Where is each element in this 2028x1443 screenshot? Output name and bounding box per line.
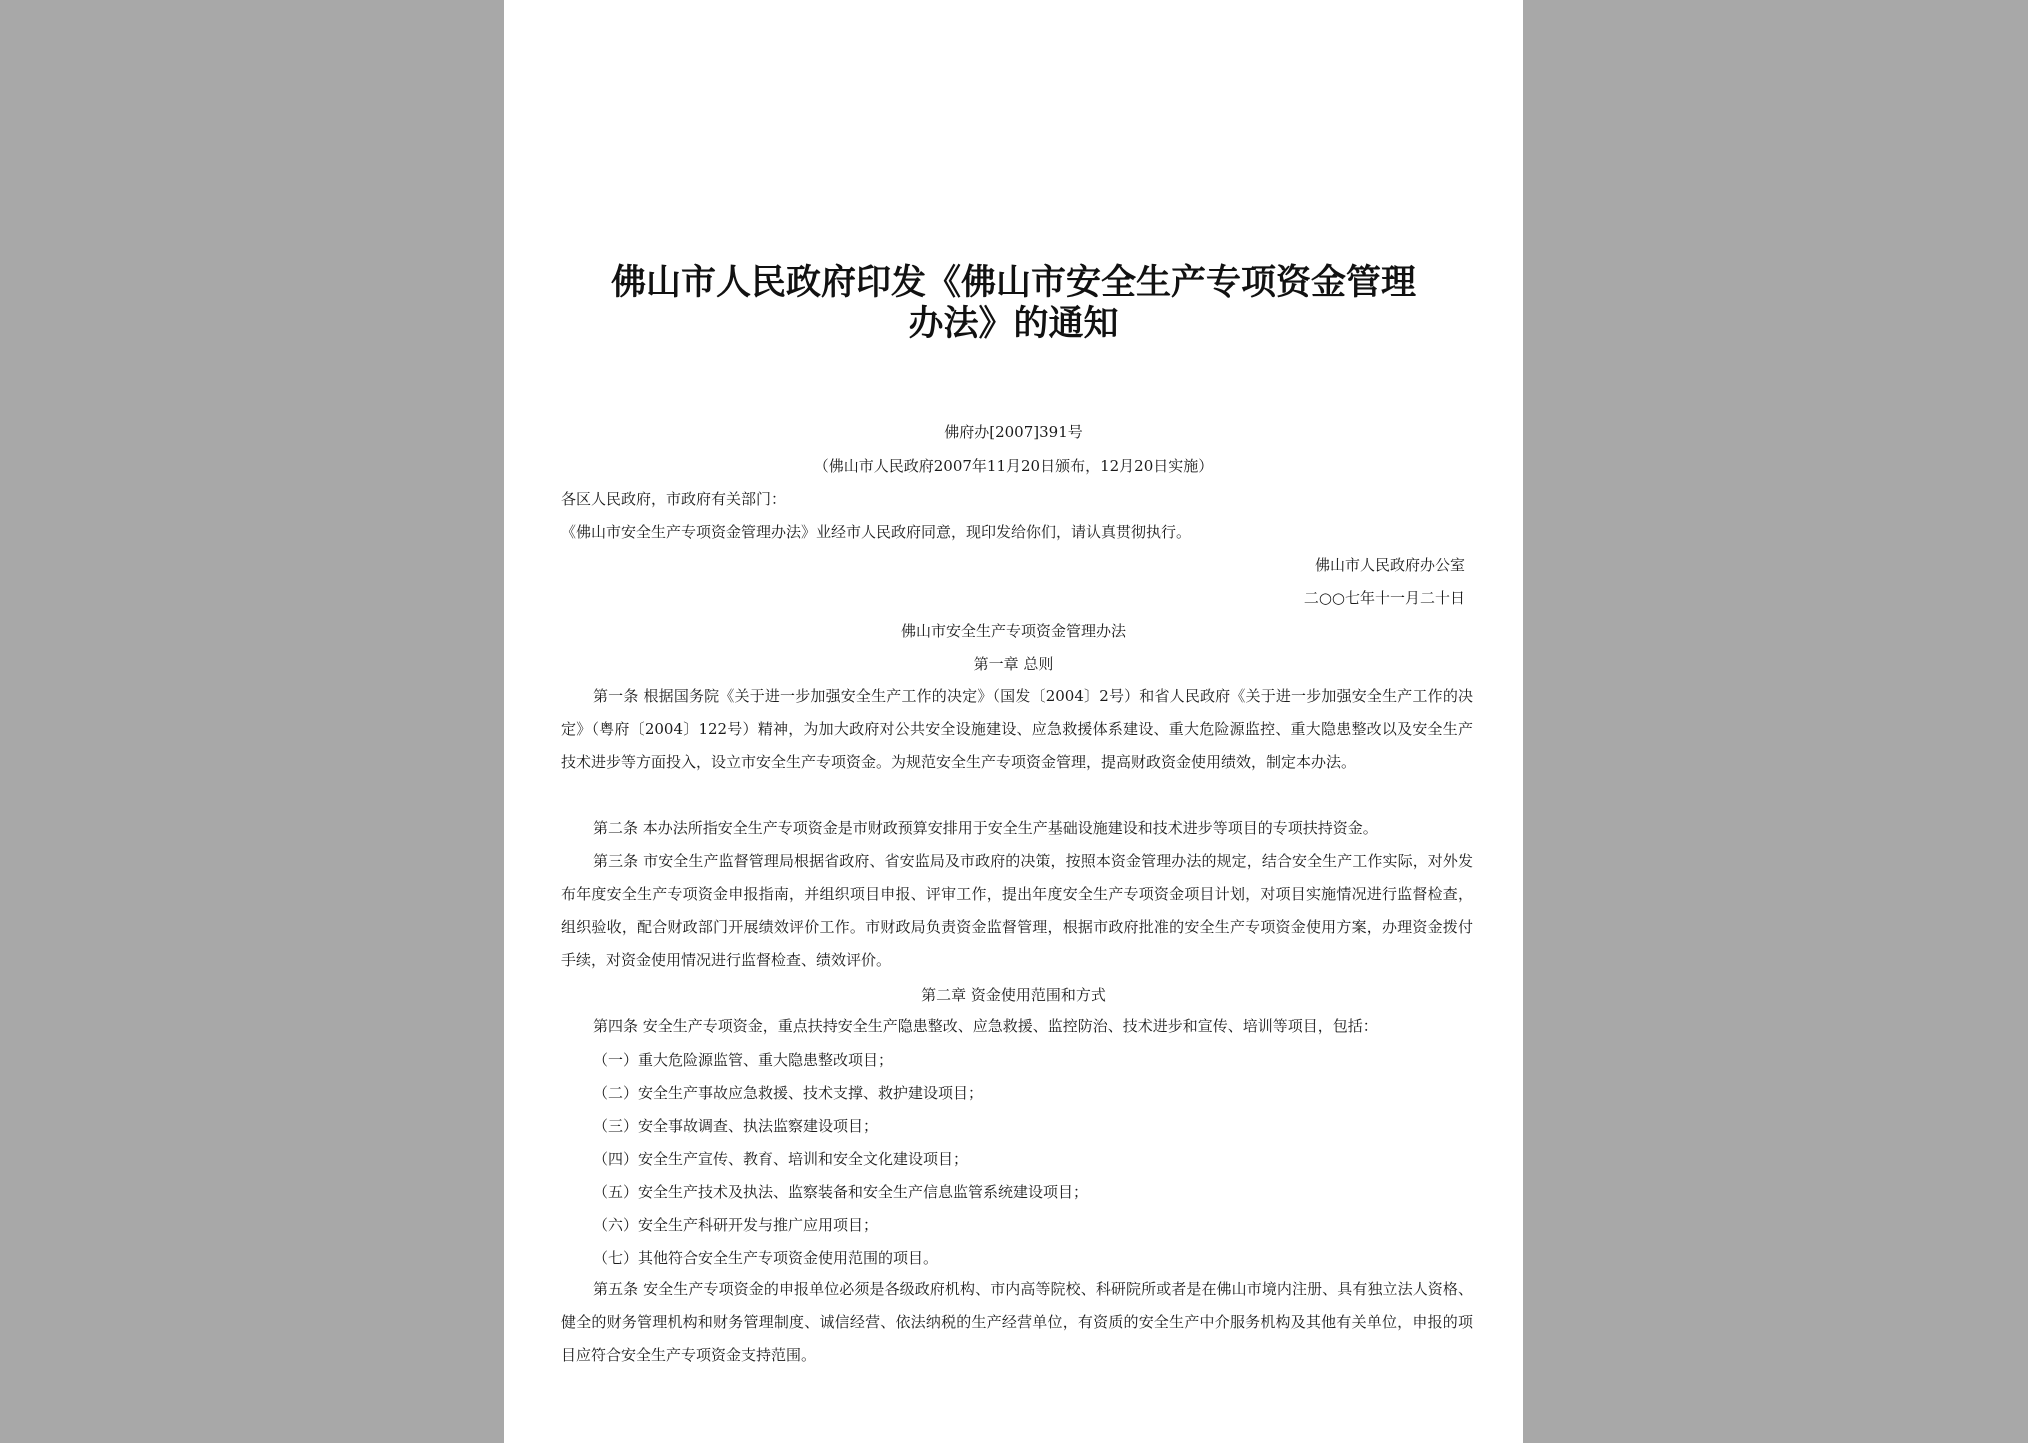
article-3: 第三条 市安全生产监督管理局根据省政府、省安监局及市政府的决策，按照本资金管理办法的规定，结合安全生产工作实际，对外发布年度安全生产专项资金申报指南，并组织项目申报、评审工作，提出年度安全生产专项资金项目计划，对项目实施情况进行监督检查，组织验收，配合财政部门开展绩效评价工作。市财政局负责资金监督管理，根据市政府批准的安全生产专项资金使用方案，办理资金拨付手续，对资金使用情况进行监督检查、绩效评价。: [561, 852, 1473, 969]
title-line-1: 佛山市人民政府印发《佛山市安全生产专项资金管理: [610, 262, 1416, 303]
doc-number: 佛府办[2007]391号: [944, 423, 1083, 441]
list-item: （二）安全生产事故应急救援、技术支撑、救护建设项目；: [593, 1084, 984, 1102]
salutation: 各区人民政府，市政府有关部门：: [561, 490, 787, 508]
intro-paragraph: 《佛山市安全生产专项资金管理办法》业经市人民政府同意，现印发给你们，请认真贯彻执行。: [561, 523, 1192, 541]
list-item: （六）安全生产科研开发与推广应用项目；: [593, 1216, 879, 1234]
title-line-2: 办法》的通知: [908, 303, 1119, 344]
list-item: （一）重大危险源监管、重大隐患整改项目；: [593, 1051, 894, 1069]
list-item: （四）安全生产宣传、教育、培训和安全文化建设项目；: [593, 1150, 969, 1168]
chapter-2-title: 第二章 资金使用范围和方式: [921, 986, 1106, 1004]
issue-date: 二○○七年十一月二十日: [1303, 589, 1465, 607]
measures-title: 佛山市安全生产专项资金管理办法: [900, 622, 1126, 640]
document-title: [504, 262, 1523, 344]
document-page: [504, 0, 1523, 1443]
article-2: 第二条 本办法所指安全生产专项资金是市财政预算安排用于安全生产基础设施建设和技术进步等项目的专项扶持资金。: [593, 819, 1378, 837]
issue-note: （佛山市人民政府2007年11月20日颁布，12月20日实施）: [813, 457, 1214, 475]
list-item: （三）安全事故调查、执法监察建设项目；: [593, 1117, 879, 1135]
list-item: （七）其他符合安全生产专项资金使用范围的项目。: [593, 1249, 939, 1267]
list-item: （五）安全生产技术及执法、监察装备和安全生产信息监管系统建设项目；: [593, 1183, 1089, 1201]
chapter-1-title: 第一章 总则: [973, 655, 1054, 673]
issuer: 佛山市人民政府办公室: [1314, 556, 1465, 574]
article-5: 第五条 安全生产专项资金的申报单位必须是各级政府机构、市内高等院校、科研院所或者是在佛山市境内注册、具有独立法人资格、健全的财务管理机构和财务管理制度、诚信经营、依法纳税的生产经营单位，有资质的安全生产中介服务机构及其他有关单位，申报的项目应符合安全生产专项资金支持范围。: [561, 1280, 1473, 1364]
article-4: 第四条 安全生产专项资金，重点扶持安全生产隐患整改、应急救援、监控防治、技术进步和宣传、培训等项目，包括：: [593, 1017, 1378, 1035]
article-1: 第一条 根据国务院《关于进一步加强安全生产工作的决定》（国发〔2004〕2号）和省人民政府《关于进一步加强安全生产工作的决定》（粤府〔2004〕122号）精神，为加大政府对公共安全设施建设、应急救援体系建设、重大危险源监控、重大隐患整改以及安全生产技术进步等方面投入，设立市安全生产专项资金。为规范安全生产专项资金管理，提高财政资金使用绩效，制定本办法。: [561, 687, 1473, 771]
